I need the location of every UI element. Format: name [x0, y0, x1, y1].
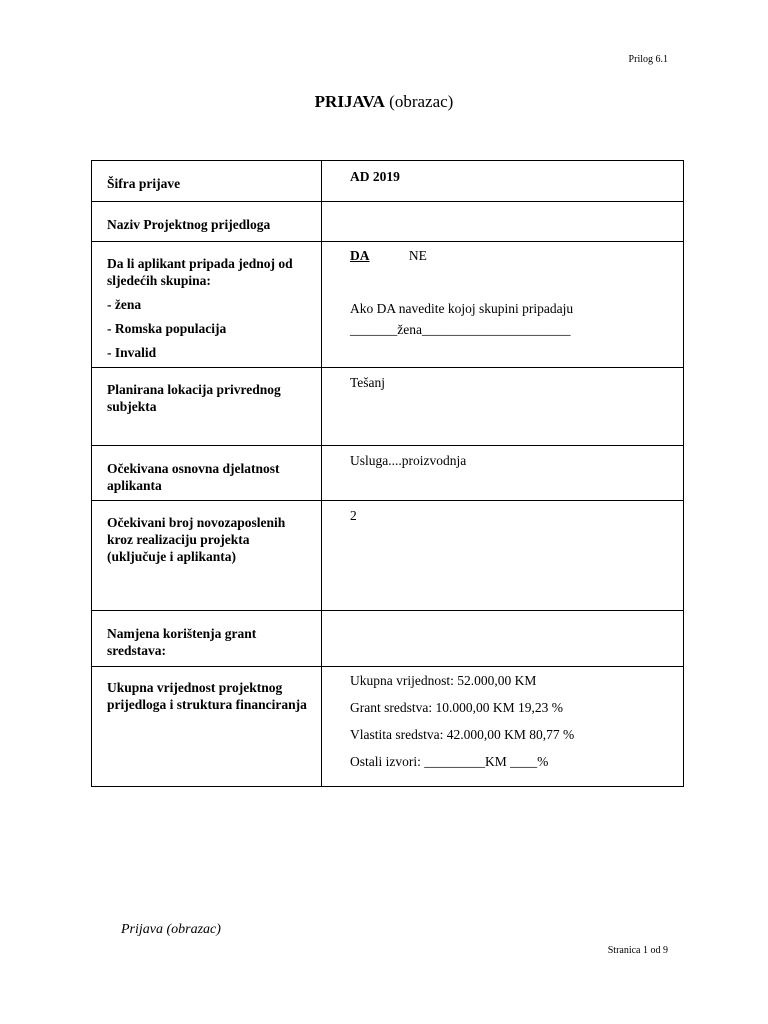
value-cell[interactable] [322, 501, 684, 611]
footer-document-name: Prijava (obrazac) [121, 922, 221, 937]
value-cell[interactable] [322, 446, 684, 501]
row-vrijednost [92, 667, 684, 787]
title-main: PRIJAVA [314, 92, 385, 111]
ostali-izvori: Ostali izvori: _________KM ____% [350, 754, 549, 769]
skupina-option-romska: - Romska populacija [107, 321, 227, 336]
row-namjena [92, 611, 684, 667]
zaposleni-value: 2 [350, 508, 357, 523]
label-cell [92, 161, 322, 202]
sifra-label: Šifra prijave [107, 176, 181, 191]
skupina-option-invalid: - Invalid [107, 345, 157, 360]
title-sub: (obrazac) [384, 92, 454, 111]
namjena-label: Namjena korištenja grant sredstava: [107, 626, 257, 658]
skupina-question: Ako DA navedite kojoj skupini pripadaju [350, 301, 574, 316]
naziv-label: Naziv Projektnog prijedloga [107, 217, 271, 232]
value-cell[interactable] [322, 368, 684, 446]
ne-option[interactable]: NE [408, 248, 427, 263]
skupina-label: Da li aplikant pripada jednoj od sljedećih skupina: [107, 256, 293, 288]
grant-sredstva: Grant sredstva: 10.000,00 KM 19,23 % [350, 700, 563, 715]
sifra-value: AD 2019 [350, 169, 400, 184]
djelatnost-value: Usluga....proizvodnja [350, 453, 467, 468]
value-cell[interactable] [322, 202, 684, 242]
label-cell [92, 501, 322, 611]
row-naziv [92, 202, 684, 242]
ukupna-vrijednost: Ukupna vrijednost: 52.000,00 KM [350, 673, 537, 688]
djelatnost-label: Očekivana osnovna djelatnost aplikanta [107, 461, 280, 493]
vrijednost-label: Ukupna vrijednost projektnog prijedloga i struktura financiranja [107, 680, 307, 712]
label-cell [92, 242, 322, 368]
application-form-table [91, 160, 684, 787]
zaposleni-label: Očekivani broj novozaposlenih kroz realizaciju projekta (uključuje i aplikanta) [107, 515, 286, 564]
row-sifra [92, 161, 684, 202]
row-skupina [92, 242, 684, 368]
row-lokacija [92, 368, 684, 446]
label-cell [92, 611, 322, 667]
vlastita-sredstva: Vlastita sredstva: 42.000,00 KM 80,77 % [350, 727, 575, 742]
lokacija-value: Tešanj [350, 375, 386, 390]
row-djelatnost [92, 446, 684, 501]
lokacija-label: Planirana lokacija privrednog subjekta [107, 382, 281, 414]
value-cell[interactable] [322, 242, 684, 368]
value-cell[interactable] [322, 161, 684, 202]
skupina-option-zena: - žena [107, 297, 142, 312]
page-title [0, 92, 768, 112]
skupina-answer: _______žena______________________ [350, 322, 571, 337]
value-cell[interactable] [322, 667, 684, 787]
row-zaposleni [92, 501, 684, 611]
label-cell [92, 446, 322, 501]
label-cell [92, 667, 322, 787]
footer-page-number: Stranica 1 od 9 [607, 945, 668, 956]
label-cell [92, 202, 322, 242]
attachment-label: Prilog 6.1 [628, 54, 668, 65]
label-cell [92, 368, 322, 446]
value-cell[interactable] [322, 611, 684, 667]
da-option[interactable]: DA [350, 248, 370, 263]
